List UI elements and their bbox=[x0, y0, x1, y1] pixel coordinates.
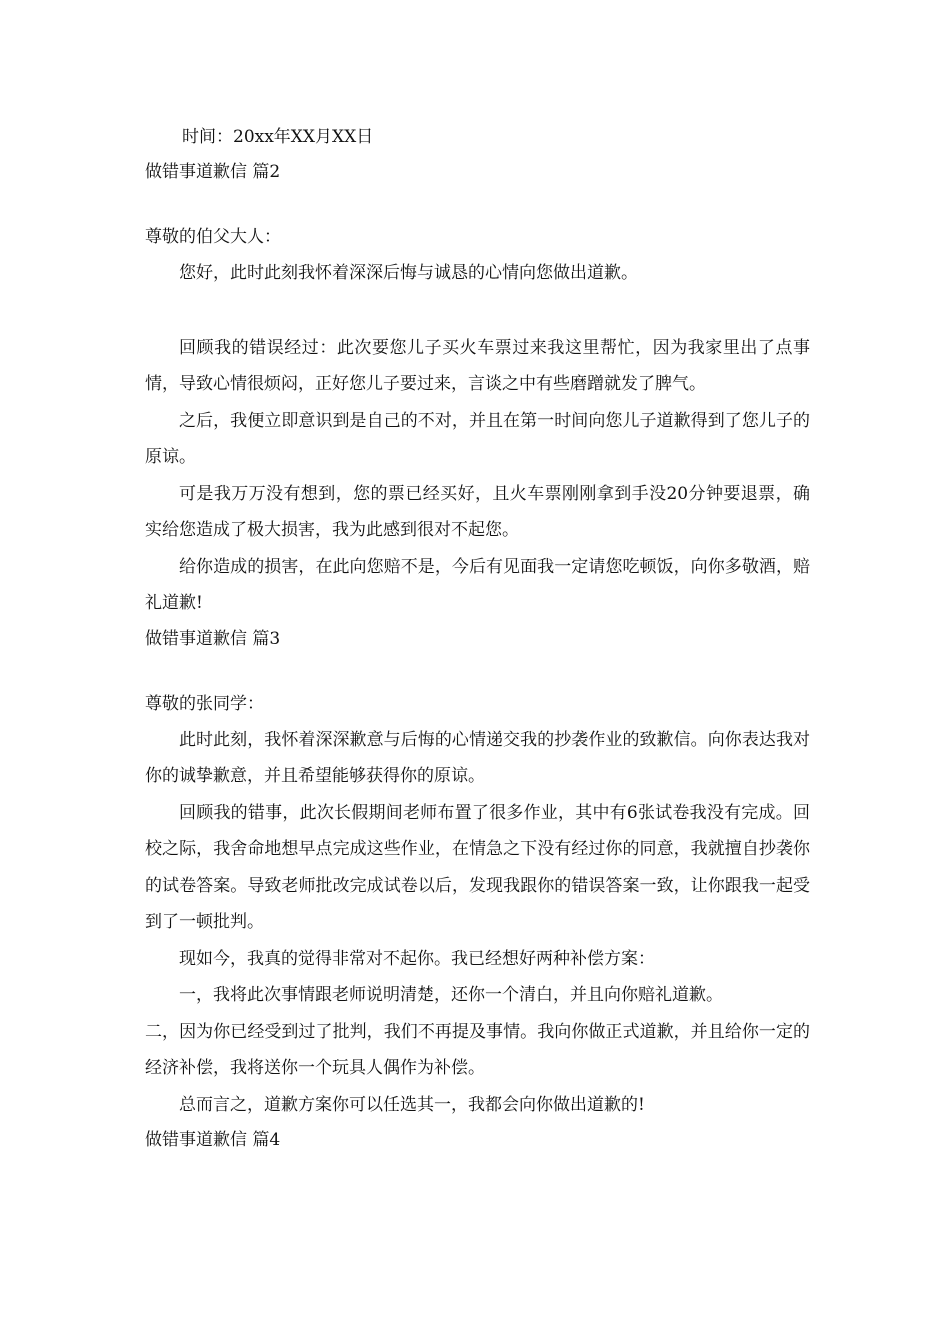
section-heading-3: 做错事道歉信 篇3 bbox=[145, 628, 281, 649]
paragraph-3-1: 此时此刻，我怀着深深歉意与后悔的心情递交我的抄袭作业的致歉信。向你表达我对你的诚挚歉意，并且希望能够获得你的原谅。 bbox=[145, 729, 810, 786]
paragraph-2-2: 回顾我的错误经过：此次要您儿子买火车票过来我这里帮忙，因为我家里出了点事情，导致心情很烦闷，正好您儿子要过来，言谈之中有些磨蹭就发了脾气。 bbox=[145, 337, 810, 394]
paragraph-3-6: 总而言之，道歉方案你可以任选其一，我都会向你做出道歉的! bbox=[179, 1094, 645, 1115]
paragraph-3-4: 一，我将此次事情跟老师说明清楚，还你一个清白，并且向你赔礼道歉。 bbox=[179, 985, 723, 1005]
paragraph-2-4: 可是我万万没有想到，您的票已经买好，且火车票刚刚拿到手没20分钟要退票，确实给您造成了极大损害，我为此感到很对不起您。 bbox=[145, 483, 810, 540]
paragraph-2-5: 给你造成的损害，在此向您赔不是，今后有见面我一定请您吃顿饭，向你多敬酒，赔礼道歉! bbox=[145, 556, 810, 613]
section-heading-4: 做错事道歉信 篇4 bbox=[145, 1130, 281, 1150]
paragraph-2-1: 您好，此时此刻我怀着深深后悔与诚恳的心情向您做出道歉。 bbox=[179, 263, 638, 283]
paragraph-3-2: 回顾我的错事，此次长假期间老师布置了很多作业，其中有6张试卷我没有完成。回校之际，我舍命地想早点完成这些作业，在情急之下没有经过你的同意，我就擅自抄袭你的试卷答案。导致老师批改完成试卷以后，发现我跟你的错误答案一致，让你跟我一起受到了一顿批判。 bbox=[145, 802, 810, 932]
date-line: 时间：20xx年XX月XX日 bbox=[182, 127, 374, 147]
salutation-2: 尊敬的伯父大人： bbox=[145, 227, 281, 247]
section-heading-2: 做错事道歉信 篇2 bbox=[145, 162, 281, 182]
paragraph-3-5: 二，因为你已经受到过了批判，我们不再提及事情。我向你做正式道歉，并且给你一定的经济补偿，我将送你一个玩具人偶作为补偿。 bbox=[145, 1021, 810, 1078]
document-page bbox=[145, 120, 810, 1158]
salutation-3: 尊敬的张同学： bbox=[145, 693, 264, 714]
paragraph-3-3: 现如今，我真的觉得非常对不起你。我已经想好两种补偿方案： bbox=[179, 948, 655, 969]
paragraph-2-3: 之后，我便立即意识到是自己的不对，并且在第一时间向您儿子道歉得到了您儿子的原谅。 bbox=[145, 410, 810, 467]
